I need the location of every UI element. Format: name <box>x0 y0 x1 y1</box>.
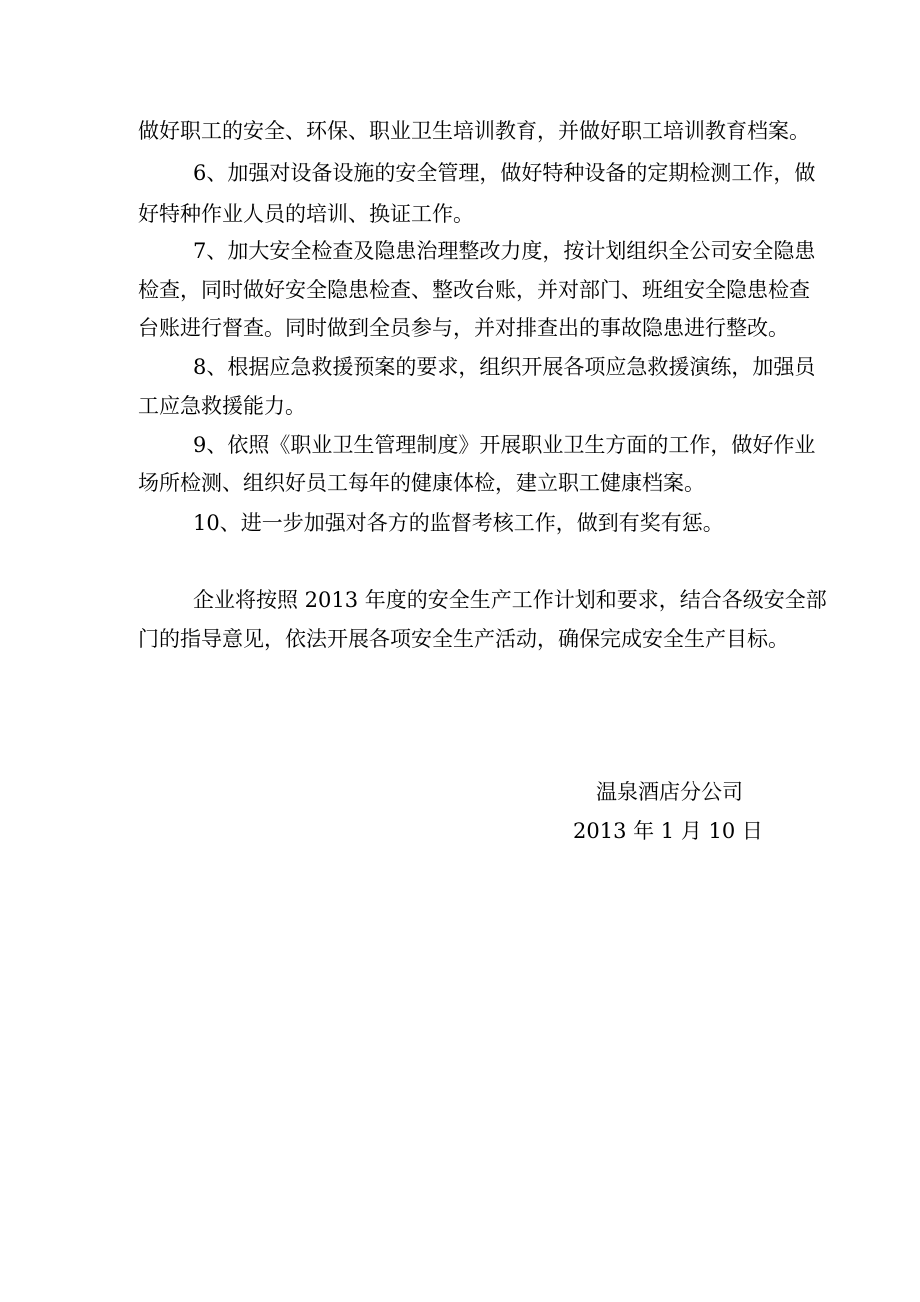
paragraph-line: 做好职工的安全、环保、职业卫生培训教育，并做好职工培训教育档案。 <box>138 119 810 143</box>
signature-date: 2013 年 1 月 10 日 <box>573 819 763 843</box>
paragraph-line: 好特种作业人员的培训、换证工作。 <box>138 202 474 226</box>
paragraph-line: 门的指导意见，依法开展各项安全生产活动，确保完成安全生产目标。 <box>138 627 789 651</box>
paragraph-line: 7、加大安全检查及隐患治理整改力度，按计划组织全公司安全隐患 <box>193 239 816 263</box>
paragraph-line: 检查，同时做好安全隐患检查、整改台账，并对部门、班组安全隐患检查 <box>138 278 810 302</box>
paragraph-line: 工应急救援能力。 <box>138 394 306 418</box>
paragraph-line: 企业将按照 2013 年度的安全生产工作计划和要求，结合各级安全部 <box>193 588 827 612</box>
paragraph-line: 台账进行督查。同时做到全员参与，并对排查出的事故隐患进行整改。 <box>138 316 789 340</box>
paragraph-line: 10、进一步加强对各方的监督考核工作，做到有奖有惩。 <box>193 511 724 535</box>
paragraph-line: 9、依照《职业卫生管理制度》开展职业卫生方面的工作，做好作业 <box>193 433 816 457</box>
signature-company: 温泉酒店分公司 <box>596 780 743 804</box>
paragraph-line: 场所检测、组织好员工每年的健康体检，建立职工健康档案。 <box>138 471 705 495</box>
paragraph-line: 8、根据应急救援预案的要求，组织开展各项应急救援演练，加强员 <box>193 355 816 379</box>
paragraph-line: 6、加强对设备设施的安全管理，做好特种设备的定期检测工作，做 <box>193 161 816 185</box>
